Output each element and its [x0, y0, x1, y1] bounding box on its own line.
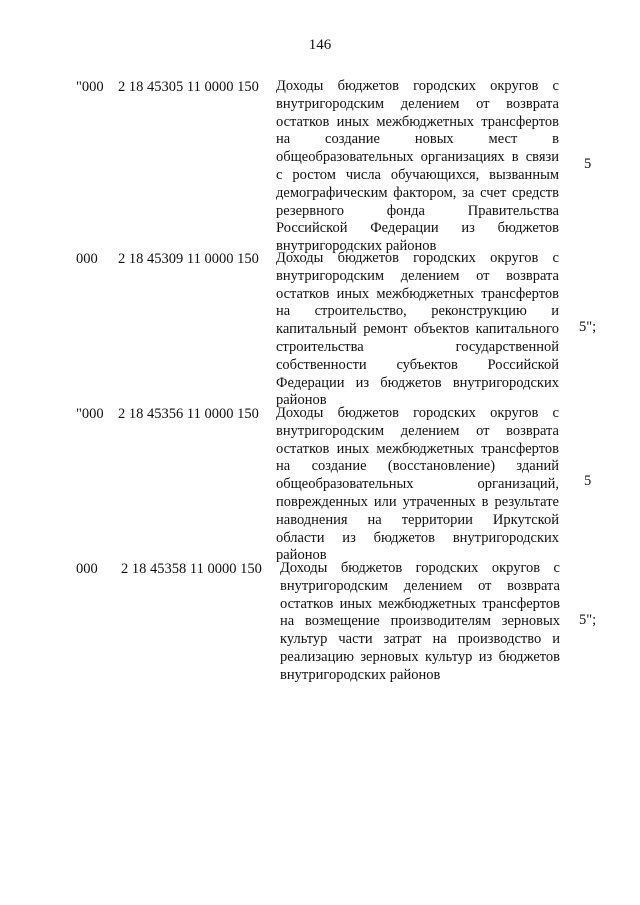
- description-line: районов: [276, 547, 327, 564]
- description-line: Доходы бюджетов городских округов с: [276, 405, 559, 421]
- row-value: 5: [584, 473, 592, 489]
- description-line: на создание (восстановление) зданий: [276, 458, 559, 475]
- row-description: [280, 560, 560, 685]
- description-line: остатков иных межбюджетных трансфертов: [280, 595, 560, 612]
- description-line: реализацию зерновых культур из бюджетов: [280, 648, 560, 665]
- description-line: культур части затрат на производство и: [280, 631, 560, 648]
- description-line: внутригородским делением от возврата: [280, 577, 560, 594]
- description-line: на создание новых мест в: [276, 131, 559, 148]
- description-line: внутригородских районов: [280, 666, 441, 683]
- row-value: 5: [584, 156, 592, 172]
- description-line: капитальный ремонт объектов капитального: [276, 321, 559, 338]
- description-line: остатков иных межбюджетных трансфертов: [276, 113, 559, 130]
- row-value: 5";: [579, 319, 597, 335]
- description-line: на возмещение производителям зерновых: [280, 613, 560, 630]
- description-line: резервного фонда Правительства: [276, 202, 559, 219]
- classification-code: 2 18 45358 11 0000 150: [121, 561, 262, 577]
- description-line: Доходы бюджетов городских округов с: [276, 78, 559, 94]
- description-line: Доходы бюджетов городских округов с: [276, 250, 559, 266]
- page-number: 146: [308, 37, 332, 53]
- description-line: Доходы бюджетов городских округов с: [280, 560, 560, 576]
- description-line: внутригородским делением от возврата: [276, 422, 559, 439]
- description-line: наводнения на территории Иркутской: [276, 511, 559, 528]
- description-line: Российской Федерации из бюджетов: [276, 220, 559, 237]
- row-prefix: "000: [76, 79, 104, 95]
- row-description: [276, 405, 559, 565]
- row-prefix: "000: [76, 406, 104, 422]
- description-line: внутригородским делением от возврата: [276, 95, 559, 112]
- description-line: внутригородских районов: [276, 238, 437, 255]
- row-description: [276, 78, 559, 256]
- description-line: общеобразовательных организаций,: [276, 476, 559, 493]
- description-line: строительства государственной: [276, 338, 559, 355]
- description-line: собственности субъектов Российской: [276, 356, 559, 373]
- description-line: районов: [276, 392, 327, 409]
- description-line: остатков иных межбюджетных трансфертов: [276, 285, 559, 302]
- row-prefix: 000: [76, 561, 98, 577]
- description-line: демографическим фактором, за счет средств: [276, 184, 559, 201]
- description-line: общеобразовательных организациях в связи: [276, 149, 559, 166]
- row-value: 5";: [579, 612, 597, 628]
- classification-code: 2 18 45305 11 0000 150: [118, 79, 259, 95]
- description-line: остатков иных межбюджетных трансфертов: [276, 440, 559, 457]
- description-line: поврежденных или утраченных в результате: [276, 493, 559, 510]
- description-line: с ростом числа обучающихся, вызванным: [276, 166, 559, 183]
- description-line: внутригородским делением от возврата: [276, 267, 559, 284]
- row-prefix: 000: [76, 251, 98, 267]
- row-description: [276, 250, 559, 410]
- classification-code: 2 18 45309 11 0000 150: [118, 251, 259, 267]
- classification-code: 2 18 45356 11 0000 150: [118, 406, 259, 422]
- description-line: Федерации из бюджетов внутригородских: [276, 374, 559, 391]
- description-line: области из бюджетов внутригородских: [276, 529, 559, 546]
- description-line: на строительство, реконструкцию и: [276, 303, 559, 320]
